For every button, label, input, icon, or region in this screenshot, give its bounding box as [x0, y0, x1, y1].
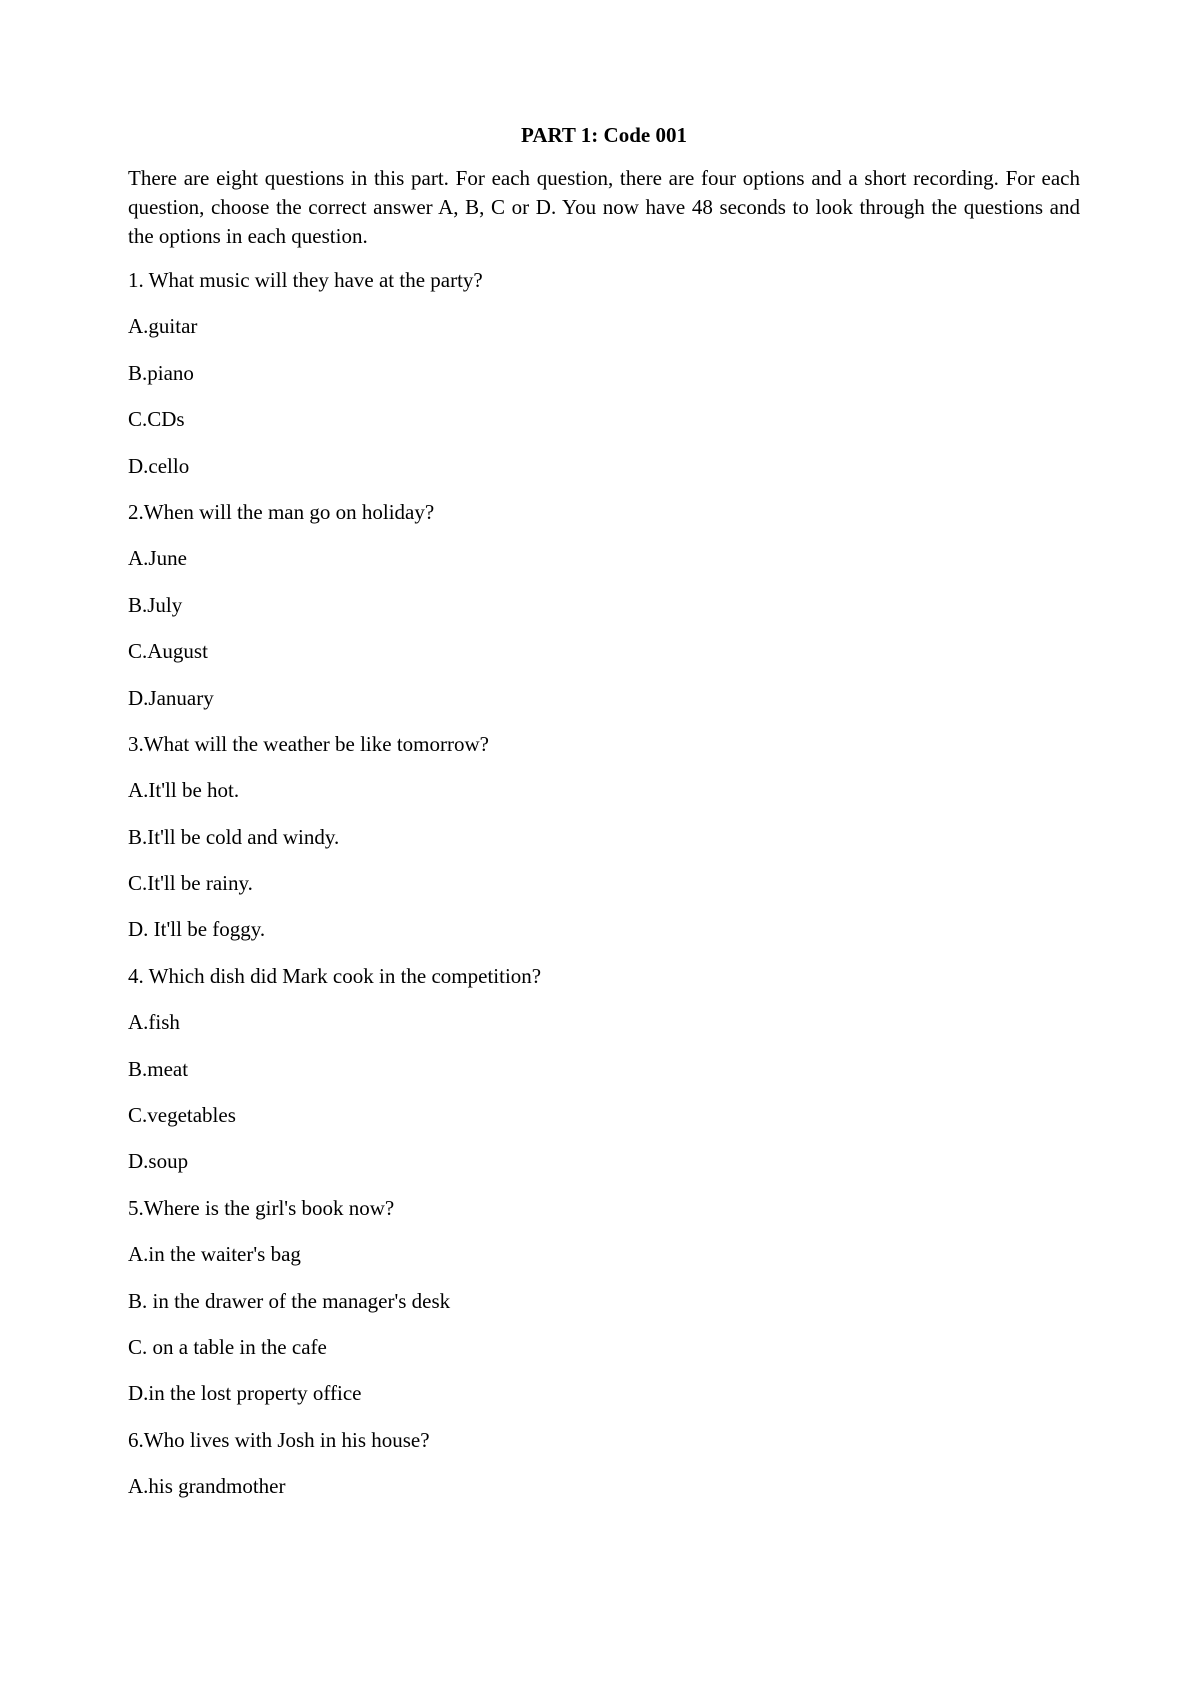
question-5-option-d: D.in the lost property office	[128, 1381, 362, 1406]
question-5-option-a: A.in the waiter's bag	[128, 1242, 301, 1267]
question-1-option-b: B.piano	[128, 360, 194, 385]
question-4-option-d: D.soup	[128, 1149, 189, 1174]
question-2-option-a: A.June	[128, 546, 187, 571]
question-6: 6.Who lives with Josh in his house?	[128, 1427, 430, 1452]
question-5-option-b: B. in the drawer of the manager's desk	[128, 1288, 451, 1313]
question-2-option-d: D.January	[128, 685, 214, 710]
document-title: PART 1: Code 001	[521, 123, 687, 147]
question-1: 1. What music will they have at the party?	[128, 268, 483, 292]
question-2: 2.When will the man go on holiday?	[128, 499, 435, 524]
question-4-option-a: A.fish	[128, 1010, 180, 1035]
question-3-option-a: A.It'll be hot.	[128, 778, 240, 803]
question-4-option-b: B.meat	[128, 1056, 189, 1081]
instructions-paragraph: There are eight questions in this part. For each question, there are four options and a short recording. For each question, choose the correct answer A, B, C or D. You now have 48 seconds to look through the questions and the options in each question.	[128, 166, 1080, 248]
question-3-option-c: C.It'll be rainy.	[128, 871, 253, 896]
question-5-option-c: C. on a table in the cafe	[128, 1334, 327, 1359]
question-list	[128, 265, 1080, 1501]
question-1-option-a: A.guitar	[128, 314, 198, 339]
question-3-option-b: B.It'll be cold and windy.	[128, 824, 340, 849]
question-6-option-a: A.his grandmother	[128, 1474, 286, 1499]
question-1-option-c: C.CDs	[128, 407, 185, 432]
question-1-option-d: D.cello	[128, 453, 190, 478]
document-page	[128, 120, 1080, 1518]
question-3: 3.What will the weather be like tomorrow?	[128, 731, 489, 756]
question-4-option-c: C.vegetables	[128, 1103, 236, 1128]
question-2-option-c: C.August	[128, 639, 208, 664]
question-4: 4. Which dish did Mark cook in the competition?	[128, 963, 542, 988]
question-2-option-b: B.July	[128, 592, 183, 617]
question-3-option-d: D. It'll be foggy.	[128, 917, 266, 942]
question-5: 5.Where is the girl's book now?	[128, 1195, 395, 1220]
